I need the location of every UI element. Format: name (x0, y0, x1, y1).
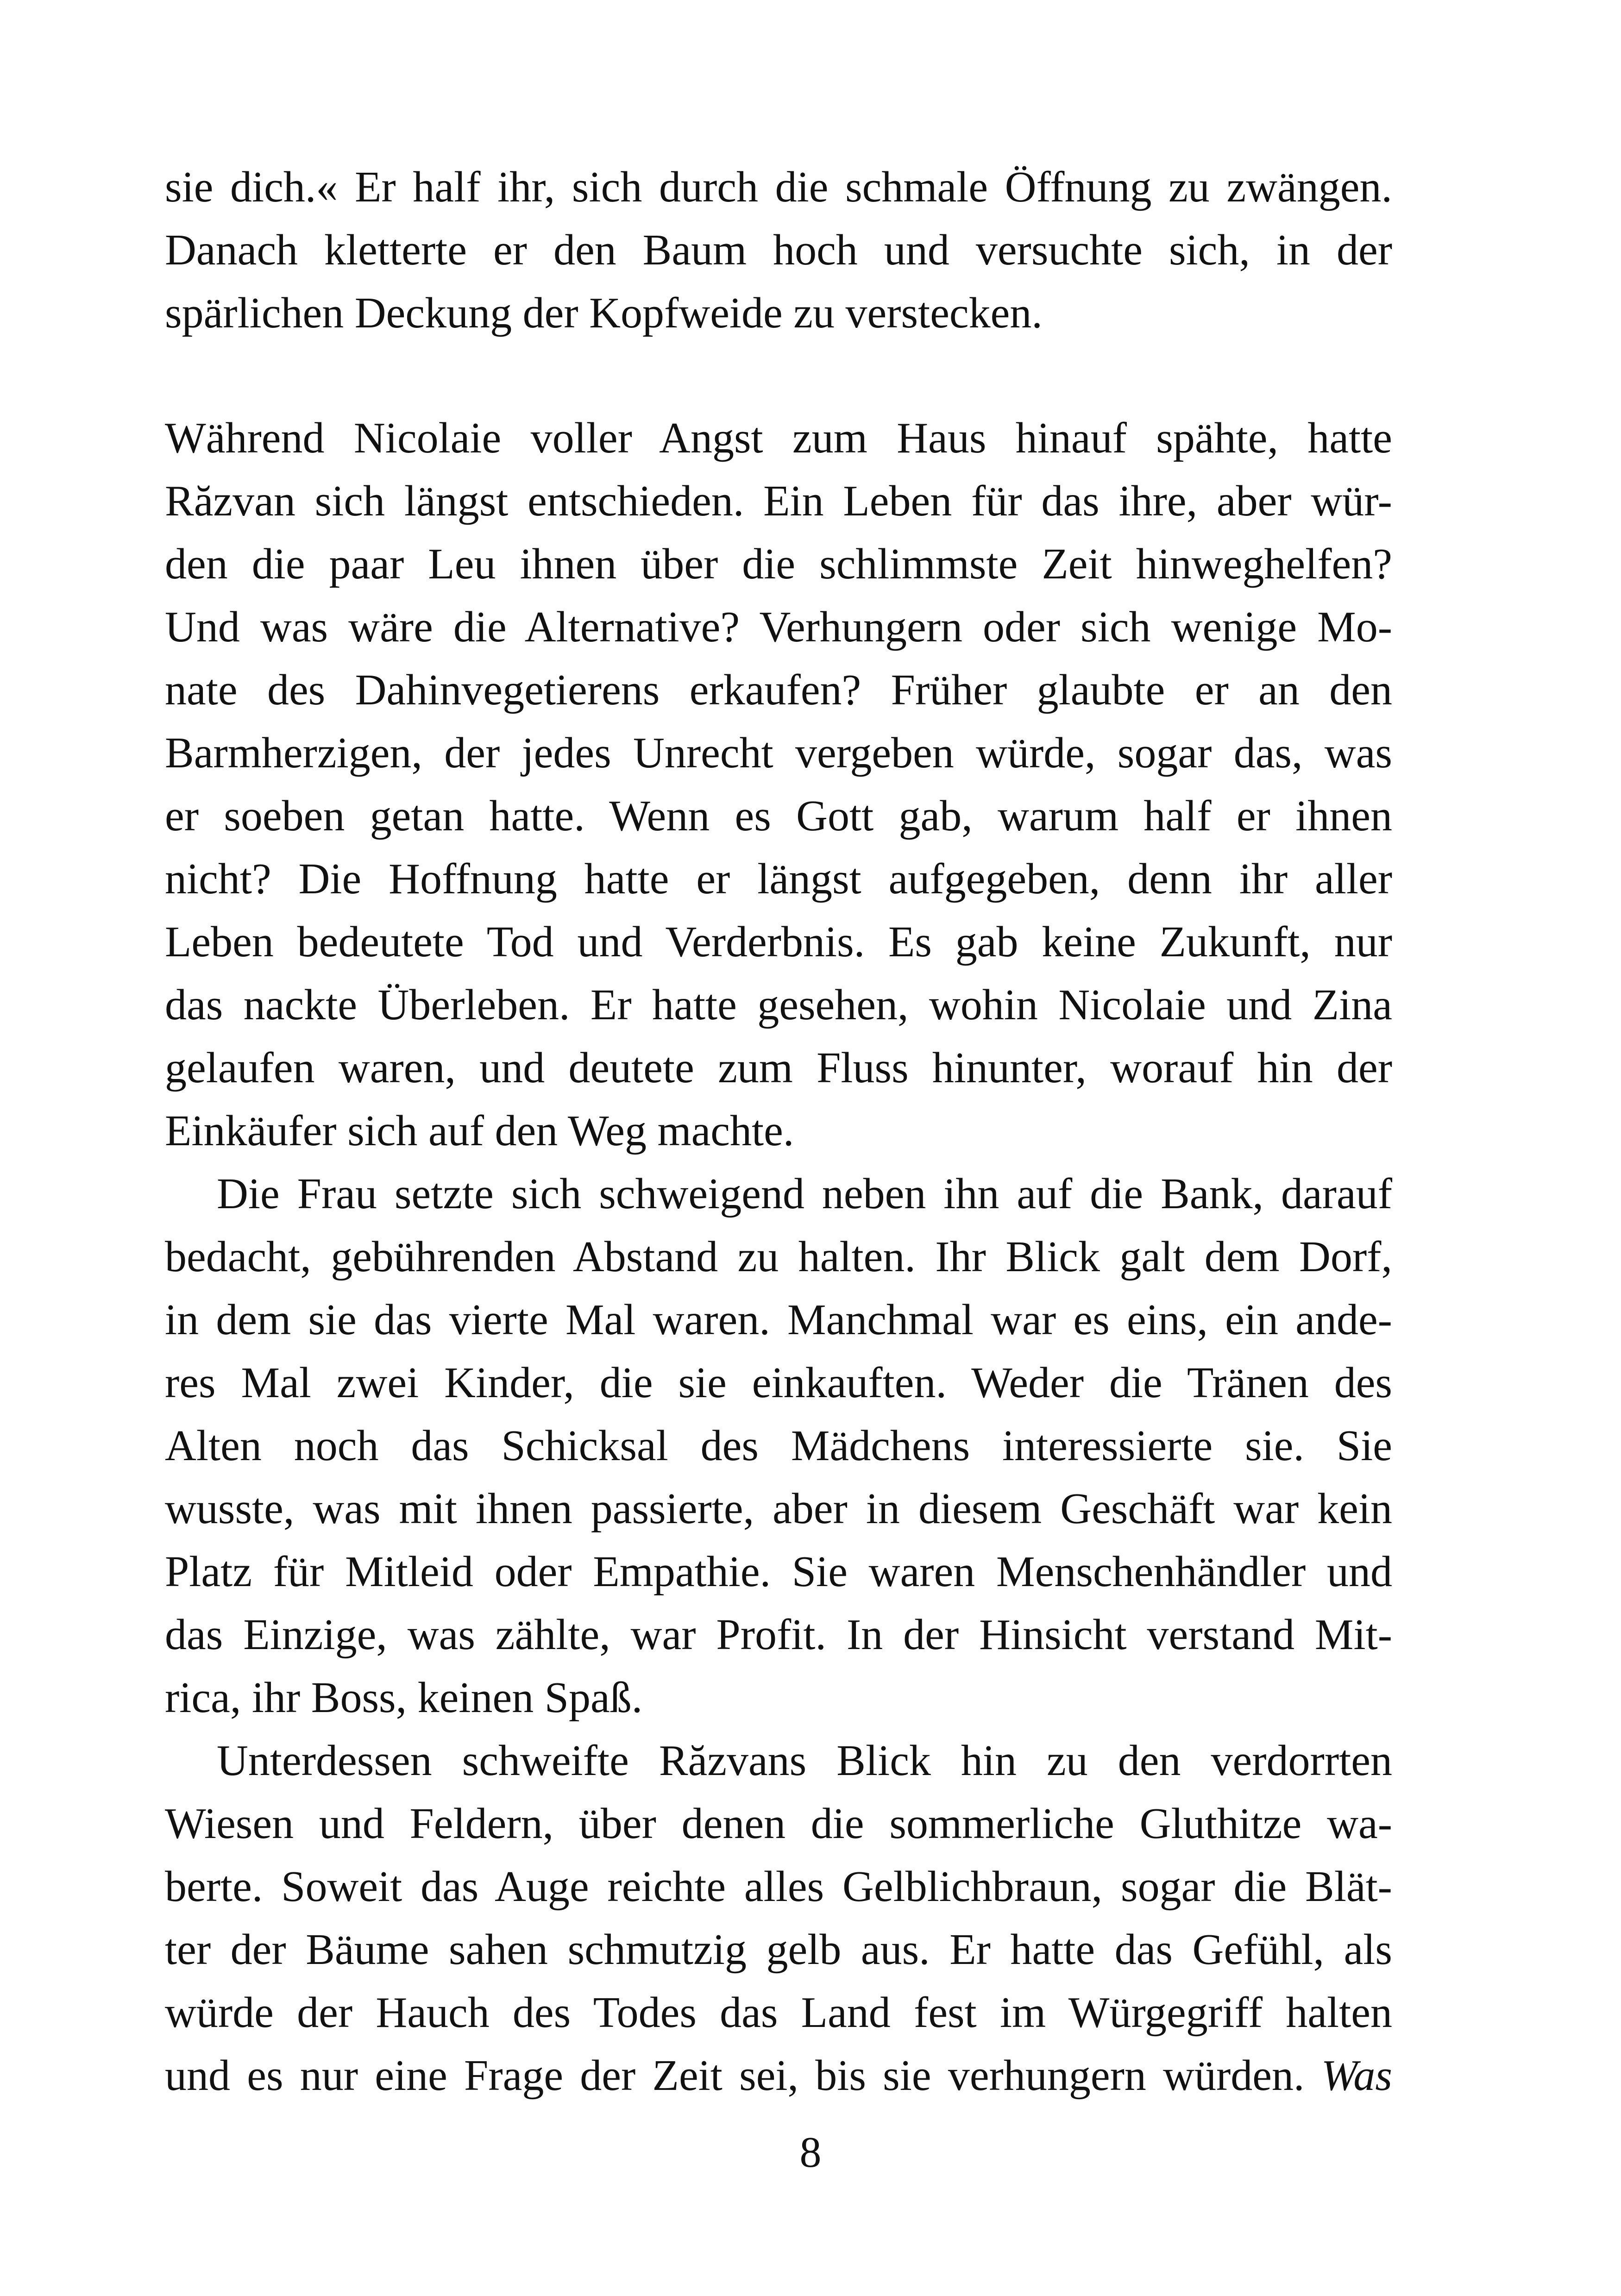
text-line: würde der Hauch des Todes das Land fest im Würgegriff halten (165, 1989, 1392, 2037)
text-line: Danach kletterte er den Baum hoch und versuchte sich, in der (165, 226, 1392, 274)
text-line: das Einzige, was zählte, war Profit. In der Hinsicht verstand Mit- (165, 1611, 1392, 1659)
text-line: Răzvan sich längst entschieden. Ein Leben für das ihre, aber wür- (165, 477, 1392, 525)
text-line: nate des Dahinvegetierens erkaufen? Früher glaubte er an den (165, 666, 1392, 714)
section-break (165, 345, 1392, 407)
text-line: Leben bedeutete Tod und Verderbnis. Es gab keine Zukunft, nur (165, 918, 1392, 966)
text-line: Wiesen und Feldern, über denen die sommerliche Gluthitze wa- (165, 1800, 1392, 1848)
text-line: berte. Soweit das Auge reichte alles Gelblichbraun, sogar die Blät- (165, 1863, 1392, 1911)
text-line: wusste, was mit ihnen passierte, aber in diesem Geschäft war kein (165, 1485, 1392, 1533)
text-line: Alten noch das Schicksal des Mädchens interessierte sie. Sie (165, 1422, 1392, 1470)
paragraph-4 (165, 1729, 1392, 2107)
text-line: den die paar Leu ihnen über die schlimmste Zeit hinweghelfen? (165, 540, 1392, 588)
text-line: Während Nicolaie voller Angst zum Haus hinauf spähte, hatte (165, 414, 1392, 462)
paragraph-1 (165, 156, 1392, 345)
text-line: gelaufen waren, und deutete zum Fluss hinunter, worauf hin der (165, 1044, 1392, 1092)
text-line: spärlichen Deckung der Kopfweide zu verstecken. (165, 289, 1043, 337)
paragraph-2 (165, 407, 1392, 1162)
text-line: rica, ihr Boss, keinen Spaß. (165, 1674, 643, 1722)
text-line: Barmherzigen, der jedes Unrecht vergeben würde, sogar das, was (165, 729, 1392, 777)
text-line-content: und es nur eine Frage der Zeit sei, bis sie verhungern würden. (165, 2051, 1305, 2100)
text-line: er soeben getan hatte. Wenn es Gott gab, warum half er ihnen (165, 792, 1392, 840)
body-text (165, 156, 1392, 2107)
text-line: res Mal zwei Kinder, die sie einkauften. Weder die Tränen des (165, 1359, 1392, 1407)
text-line: Platz für Mitleid oder Empathie. Sie waren Menschenhändler und (165, 1548, 1392, 1596)
text-line: Unterdessen schweifte Răzvans Blick hin zu den verdorrten (217, 1737, 1392, 1785)
italic-word: Was (1321, 2051, 1392, 2100)
paragraph-3 (165, 1162, 1392, 1729)
text-line: Und was wäre die Alternative? Verhungern oder sich wenige Mo- (165, 603, 1392, 651)
text-line: in dem sie das vierte Mal waren. Manchmal war es eins, ein ande- (165, 1296, 1392, 1344)
text-line: Die Frau setzte sich schweigend neben ihn auf die Bank, darauf (217, 1170, 1392, 1218)
text-line: das nackte Überleben. Er hatte gesehen, wohin Nicolaie und Zina (165, 981, 1392, 1029)
text-line: bedacht, gebührenden Abstand zu halten. Ihr Blick galt dem Dorf, (165, 1233, 1392, 1281)
page-number: 8 (799, 2128, 822, 2177)
text-line: Einkäufer sich auf den Weg machte. (165, 1107, 794, 1155)
text-line-with-italic (165, 2044, 1392, 2107)
text-line: ter der Bäume sahen schmutzig gelb aus. Er hatte das Gefühl, als (165, 1926, 1392, 1974)
text-line: nicht? Die Hoffnung hatte er längst aufgegeben, denn ihr aller (165, 855, 1392, 903)
text-line: sie dich.« Er half ihr, sich durch die schmale Öffnung zu zwängen. (165, 163, 1392, 211)
